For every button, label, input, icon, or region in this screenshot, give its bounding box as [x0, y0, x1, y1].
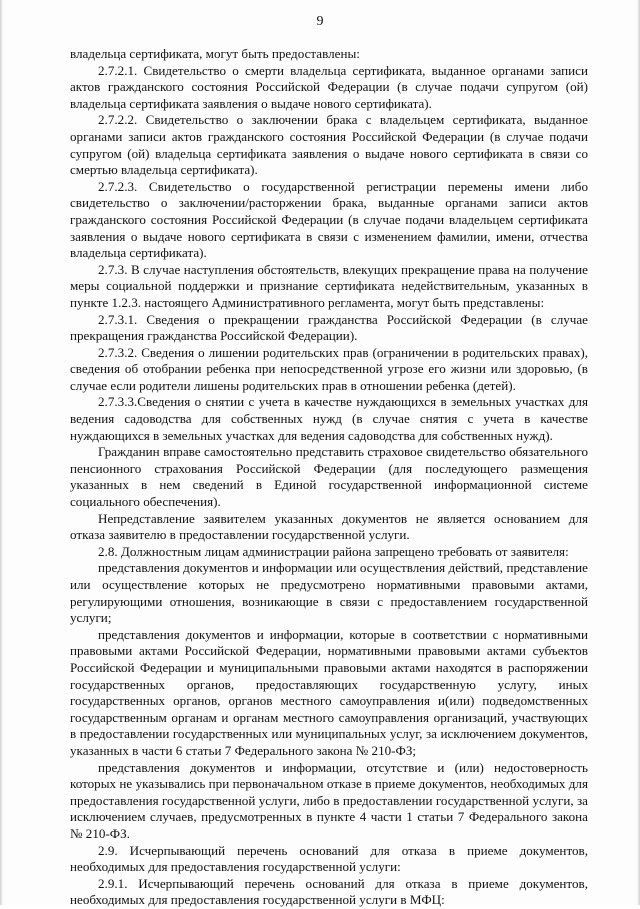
paragraph-2-7-2-1: 2.7.2.1. Свидетельство о смерти владельца сертификата, выданное органами записи актов гражданского состояния Российской Федерации (в случае подачи супругом (ой) владельца сертификата заявления о выдаче нового сертификата).	[70, 62, 588, 111]
paragraph-2-7-2-3: 2.7.2.3. Свидетельство о государственной регистрации перемены имени либо свидетельство о заключении/расторжении брака, выданные органами записи актов гражданского состояния Российской Федерации (в случае подачи владельцем сертификата заявления о выдаче нового сертификата в связи с изменением фамилии, имени, отчества владельца сертификата).	[70, 178, 588, 261]
paragraph-2-9-1: 2.9.1. Исчерпывающий перечень оснований для отказа в приеме документов, необходимых для предоставления государственной услуги в МФЦ:	[70, 875, 588, 908]
scan-shadow-left	[0, 0, 3, 905]
paragraph-pension-certificate: Гражданин вправе самостоятельно представить страховое свидетельство обязательного пенсионного страхования Российской Федерации (для последующего размещения указанных в нем сведений в Единой государственной информационной системе социального обеспечения).	[70, 444, 588, 510]
document-body	[70, 46, 588, 909]
page-number: 9	[316, 14, 324, 29]
paragraph-prohibition-2: представления документов и информации, которые в соответствии с нормативными правовыми актами Российской Федерации, нормативными правовыми актами субъектов Российской Федерации и муниципальными правовыми актами находятся в распоряжении государственных органов, предоставляющих государственную услугу, иных государственных органов, органов местного самоуправления и(или) подведомственных государственным органам и органам местного самоуправления организаций, участвующих в предоставлении государственных или муниципальных услуг, за исключением документов, указанных в части 6 статьи 7 Федерального закона № 210-ФЗ;	[70, 626, 588, 758]
paragraph-non-submission: Непредставление заявителем указанных документов не является основанием для отказа заявителю в предоставлении государственной услуги.	[70, 510, 588, 543]
paragraph-prohibition-1: представления документов и информации или осуществления действий, представление или осуществление которых не предусмотрено нормативными правовыми актами, регулирующими отношения, возникающие в связи с предоставлением государственной услуги;	[70, 560, 588, 626]
paragraph-2-8: 2.8. Должностным лицам администрации района запрещено требовать от заявителя:	[98, 543, 569, 559]
paragraph-prohibition-3: представления документов и информации, отсутствие и (или) недостоверность которых не указывались при первоначальном отказе в приеме документов, необходимых для предоставления государственной услуги, либо в предоставлении государственной услуги, за исключением случаев, предусмотренных в пункте 4 части 1 статьи 7 Федерального закона № 210-ФЗ.	[70, 759, 588, 841]
paragraph-2-7-3-1: 2.7.3.1. Сведения о прекращении гражданства Российской Федерации (в случае прекращения гражданства Российской Федерации).	[70, 311, 588, 344]
paragraph-2-9: 2.9. Исчерпывающий перечень оснований для отказа в приеме документов, необходимых для предоставления государственной услуги:	[70, 842, 588, 875]
paragraph-2-7-2-2: 2.7.2.2. Свидетельство о заключении брака с владельцем сертификата, выданное органами записи актов гражданского состояния Российской Федерации (в случае подачи супругом (ой) владельца сертификата заявления о выдаче нового сертификата в связи со смертью владельца сертификата).	[70, 112, 588, 178]
paragraph-2-7-3: 2.7.3. В случае наступления обстоятельств, влекущих прекращение права на получение меры социальной поддержки и признание сертификата недействительным, указанных в пункте 1.2.3. настоящего Административного регламента, могут быть представлены:	[70, 261, 588, 310]
paragraph-2-7-3-3: 2.7.3.3.Сведения о снятии с учета в качестве нуждающихся в земельных участках для ведения садоводства для собственных нужд (в случае снятия с учета в качестве нуждающихся в земельных участках для ведения садоводства для собственных нужд).	[70, 394, 588, 443]
paragraph-continuation: владельца сертификата, могут быть предоставлены:	[70, 46, 360, 61]
paragraph-2-7-3-2: 2.7.3.2. Сведения о лишении родительских прав (ограничении в родительских правах), сведения об отобрании ребенка при непосредственной угрозе его жизни или здоровью, (в случае если родители лишены родительских прав в отношении ребенка (детей).	[70, 344, 588, 393]
